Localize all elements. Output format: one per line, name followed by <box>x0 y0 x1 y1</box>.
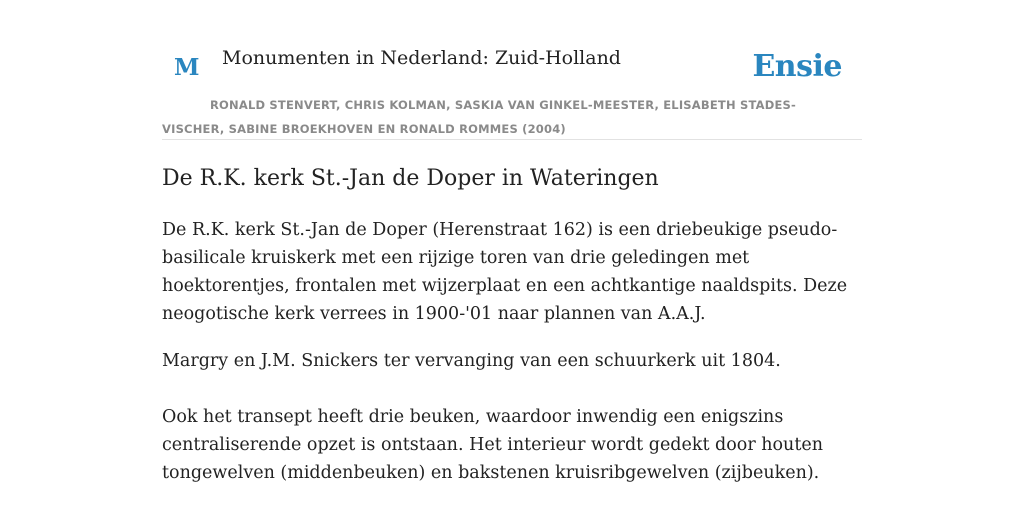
article-paragraph: Ook het transept heeft drie beuken, waardoor inwendig een enigszins centraliserende opzet is ontstaan. Het interieur wordt gedekt door houten tongewelven (middenbeuken) en bakstenen kruisribgewelven (zijbeuken). <box>162 407 823 483</box>
article-paragraph: Margry en J.M. Snickers ter vervanging van een schuurkerk uit 1804. <box>162 351 781 371</box>
article <box>162 162 862 487</box>
book-logo[interactable]: M <box>174 54 200 81</box>
article-title: De R.K. kerk St.-Jan de Doper in Wateringen <box>162 166 659 191</box>
book-authors: RONALD STENVERT, CHRIS KOLMAN, SASKIA VAN GINKEL-MEESTER, ELISABETH STADES-VISCHER, SABINE BROEKHOVEN EN RONALD ROMMES (2004) <box>162 98 796 136</box>
book-title[interactable]: Monumenten in Nederland: Zuid-Holland <box>222 47 621 69</box>
book-header <box>162 44 862 140</box>
brand-logo[interactable]: Ensie <box>752 49 842 84</box>
article-paragraph: De R.K. kerk St.-Jan de Doper (Herenstraat 162) is een driebeukige pseudo-basilicale kruiskerk met een rijzige toren van drie geledingen met hoektorentjes, frontalen met wijzerplaat en een achtkantige naaldspits. Deze neogotische kerk verrees in 1900-'01 naar plannen van A.A.J. <box>162 220 848 324</box>
